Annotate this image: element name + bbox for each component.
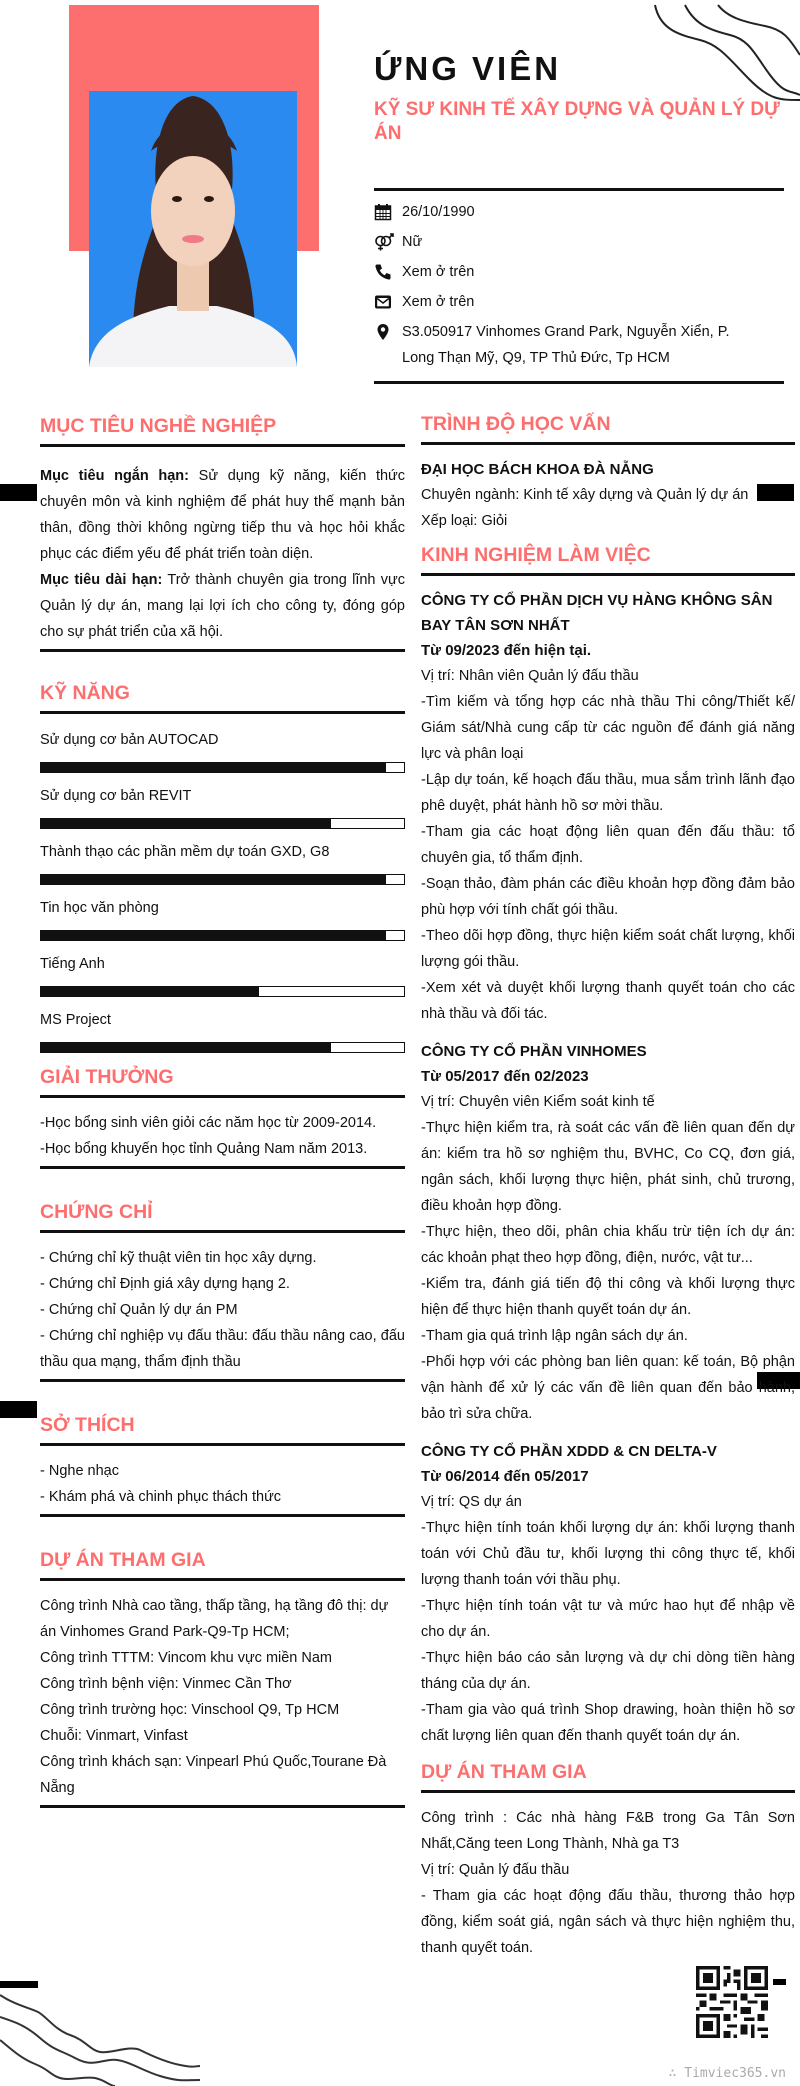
watermark: ∴ Timviec365.vn: [668, 2066, 786, 2081]
company-name: CÔNG TY CỔ PHẦN DỊCH VỤ HÀNG KHÔNG SÂN BAY TÂN SƠN NHẤT: [421, 592, 773, 634]
job-duty: -Thực hiện báo cáo sản lượng và dự chi dòng tiền hàng tháng của dự án.: [421, 1650, 795, 1692]
job-duty: -Thực hiện tính toán khối lượng dự án: khối lượng thanh toán với Chủ đầu tư, khối lượng thi công thực tế, khối lượng thanh toán với thầu phụ.: [421, 1520, 795, 1588]
skill-bar-fill: [41, 987, 259, 996]
hobbies-list: [40, 1458, 405, 1517]
skill-bar: [40, 986, 405, 997]
job-period: Từ 09/2023 đến hiện tại.: [421, 642, 592, 659]
project-item: Công trình trường học: Vinschool Q9, Tp HCM: [40, 1702, 340, 1718]
skill-label: MS Project: [40, 1012, 111, 1028]
job-period: Từ 06/2014 đến 05/2017: [421, 1468, 589, 1485]
project-item: Công trình TTTM: Vincom khu vực miền Nam: [40, 1650, 333, 1666]
job-entry: [421, 1439, 795, 1749]
redaction-mark: [0, 1401, 37, 1418]
job-position: Vị trí: Chuyên viên Kiểm soát kinh tế: [421, 1094, 655, 1110]
award-item: -Học bổng sinh viên giỏi các năm học từ 2009-2014.: [40, 1115, 377, 1131]
redaction-mark: [0, 1981, 38, 1988]
project-item: Chuỗi: Vinmart, Vinfast: [40, 1728, 188, 1744]
skill-bar: [40, 874, 405, 885]
email-row: [374, 289, 784, 315]
contact-info: [374, 199, 784, 375]
project-item: Công trình Nhà cao tầng, thấp tầng, hạ tầng đô thị: dự án Vinhomes Grand Park-Q9-Tp HCM;: [40, 1598, 389, 1640]
projects-left-title: DỰ ÁN THAM GIA: [40, 1549, 405, 1581]
project-position: Vị trí: Quản lý đấu thầu: [421, 1862, 570, 1878]
certificate-item: - Chứng chỉ Định giá xây dựng hạng 2.: [40, 1276, 290, 1292]
gender-row: [374, 229, 784, 255]
skill-label: Sử dụng cơ bản REVIT: [40, 788, 192, 804]
skills-title: KỸ NĂNG: [40, 682, 405, 714]
certificates-section: [40, 1201, 405, 1382]
gender-icon: [374, 229, 402, 255]
job-duty: -Thực hiện tính toán vật tư và mức hao hụt để nhập về cho dự án.: [421, 1598, 795, 1640]
hobbies-section: [40, 1414, 405, 1517]
experience-title: KINH NGHIỆM LÀM VIỆC: [421, 544, 795, 576]
major: Chuyên ngành: Kinh tế xây dựng và Quản lý dự án: [421, 487, 749, 503]
job-duty: -Tham gia vào quá trình Shop drawing, hoàn thiện hồ sơ chất lượng liên quan đến thanh quyết toán dự án.: [421, 1702, 795, 1744]
education-section: [421, 413, 795, 534]
certificates-list: [40, 1245, 405, 1382]
right-column: [421, 413, 795, 1961]
address-value: S3.050917 Vinhomes Grand Park, Nguyễn Xiển, P. Long Thạn Mỹ, Q9, TP Thủ Đức, Tp HCM: [402, 324, 730, 366]
phone-value[interactable]: Xem ở trên: [402, 264, 475, 280]
certificate-item: - Chứng chỉ Quản lý dự án PM: [40, 1302, 238, 1318]
short-term-label: Mục tiêu ngắn hạn:: [40, 468, 189, 484]
redaction-mark: [0, 484, 37, 501]
gender-value: Nữ: [402, 234, 423, 250]
job-duty: -Theo dõi hợp đồng, thực hiện kiểm soát chất lượng, khối lượng gói thầu.: [421, 928, 795, 970]
job-duty: -Thực hiện, theo dõi, phân chia khấu trừ tiện ích dự án: các khoản phạt theo hợp đồng, điện, nước, vật tư...: [421, 1224, 795, 1266]
skill-bar: [40, 818, 405, 829]
job-duty: -Thực hiện kiểm tra, rà soát các vấn đề liên quan đến dự án: kiểm tra hồ sơ nghiệm thu, BVHC, Co CQ, đơn giá, ngân sách, khối lượng thực hiện, phát sinh, chủ trương, điều khoản hợp đồng.: [421, 1120, 795, 1214]
objective-title: MỤC TIÊU NGHỀ NGHIỆP: [40, 415, 405, 447]
skill-item: [40, 898, 405, 941]
email-value[interactable]: Xem ở trên: [402, 294, 475, 310]
birthday-value: 26/10/1990: [402, 204, 475, 220]
hobbies-title: SỞ THÍCH: [40, 1414, 405, 1446]
contact-divider: [374, 381, 784, 384]
job-duty: -Soạn thảo, đàm phán các điều khoản hợp đồng đảm bảo phù hợp với tính chất gói thầu.: [421, 876, 795, 918]
phone-row: [374, 259, 784, 285]
calendar-icon: [374, 199, 402, 225]
projects-left-list: [40, 1593, 405, 1808]
projects-right-section: [421, 1761, 795, 1961]
grade: Xếp loại: Giỏi: [421, 513, 508, 529]
project-description: - Tham gia các hoạt động đấu thầu, thương thảo hợp đồng, kiểm soát giá, ngân sách và thực hiện nghiệm thu, thanh quyết toán.: [421, 1888, 795, 1956]
qr-code: [696, 1966, 768, 2038]
skill-label: Tin học văn phòng: [40, 900, 159, 916]
long-term-text: Trở thành chuyên gia trong lĩnh vực Quản lý dự án, mang lại lợi ích cho công ty, đóng góp cho sự phát triển của xã hội.: [40, 572, 406, 640]
job-duty: -Tìm kiếm và tổng hợp các nhà thầu Thi công/Thiết kế/ Giám sát/Nhà cung cấp từ các nguồn để đánh giá năng lực và phân loại: [421, 694, 795, 762]
job-entry: [421, 588, 795, 1027]
awards-list: [40, 1110, 405, 1169]
job-duty: -Phối hợp với các phòng ban liên quan: kế toán, Bộ phận vận hành để xử lý các vấn đề liên quan đến bảo hành, bảo trì sửa chữa.: [421, 1354, 795, 1422]
certificate-item: - Chứng chỉ kỹ thuật viên tin học xây dựng.: [40, 1250, 317, 1266]
skill-bar: [40, 762, 405, 773]
awards-title: GIẢI THƯỞNG: [40, 1066, 405, 1098]
job-duty: -Lập dự toán, kế hoạch đấu thầu, mua sắm trình lãnh đạo phê duyệt, phát hành hồ sơ mời thầu.: [421, 772, 795, 814]
skill-item: [40, 954, 405, 997]
project-item: Công trình khách sạn: Vinpearl Phú Quốc,Tourane Đà Nẵng: [40, 1754, 387, 1796]
left-column: [40, 415, 405, 1808]
skill-bar-fill: [41, 875, 386, 884]
skill-item: [40, 1010, 405, 1053]
job-title: KỸ SƯ KINH TẾ XÂY DỰNG VÀ QUẢN LÝ DỰ ÁN: [374, 99, 780, 144]
awards-section: [40, 1066, 405, 1169]
job-period: Từ 05/2017 đến 02/2023: [421, 1068, 589, 1085]
long-term-label: Mục tiêu dài hạn:: [40, 572, 163, 588]
phone-icon: [374, 259, 402, 285]
decorative-waves-bottom: [0, 1990, 200, 2086]
objective-section: [40, 415, 405, 652]
certificates-title: CHỨNG CHỈ: [40, 1201, 405, 1233]
project-item: Công trình bệnh viện: Vinmec Cần Thơ: [40, 1676, 292, 1692]
candidate-name: ỨNG VIÊN: [374, 50, 562, 87]
project-work: Công trình : Các nhà hàng F&B trong Ga Tân Sơn Nhất,Căng teen Long Thành, Nhà ga T3: [421, 1810, 795, 1852]
education-title: TRÌNH ĐỘ HỌC VẤN: [421, 413, 795, 445]
job-entry: [421, 1039, 795, 1427]
skill-label: Thành thạo các phần mềm dự toán GXD, G8: [40, 844, 330, 860]
skill-item: [40, 786, 405, 829]
skill-item: [40, 730, 405, 773]
award-item: -Học bổng khuyến học tỉnh Quảng Nam năm 2013.: [40, 1141, 368, 1157]
skill-bar-fill: [41, 931, 386, 940]
company-name: CÔNG TY CỔ PHẦN VINHOMES: [421, 1043, 647, 1060]
map-pin-icon: [374, 319, 402, 345]
envelope-icon: [374, 289, 402, 315]
skills-section: [40, 682, 405, 1053]
skill-bar: [40, 1042, 405, 1053]
objective-text: [40, 459, 405, 652]
avatar: [89, 91, 297, 367]
redaction-mark: [773, 1979, 786, 1985]
header-divider: [374, 188, 784, 191]
job-position: Vị trí: Nhân viên Quản lý đấu thầu: [421, 668, 639, 684]
hobby-item: - Khám phá và chinh phục thách thức: [40, 1489, 282, 1505]
skill-bar-fill: [41, 763, 386, 772]
experience-section: [421, 544, 795, 1749]
projects-left-section: [40, 1549, 405, 1808]
skill-label: Tiếng Anh: [40, 956, 105, 972]
skill-bar: [40, 930, 405, 941]
hobby-item: - Nghe nhạc: [40, 1463, 119, 1479]
short-term-text: Sử dụng kỹ năng, kiến thức chuyên môn và kinh nghiệm để phát huy thế mạnh bản thân, đồng thời không ngừng tiếp thu và học hỏi khắc phục các điểm yếu để phát triển toàn diện.: [40, 468, 406, 562]
projects-right-title: DỰ ÁN THAM GIA: [421, 1761, 795, 1793]
job-duty: -Tham gia quá trình lập ngân sách dự án.: [421, 1328, 688, 1344]
job-duty: -Tham gia các hoạt động liên quan đến đấu thầu: tổ chuyên gia, tổ thẩm định.: [421, 824, 795, 866]
job-duty: -Xem xét và duyệt khối lượng thanh quyết toán cho các nhà thầu và đối tác.: [421, 980, 795, 1022]
skill-bar-fill: [41, 1043, 331, 1052]
company-name: CÔNG TY CỔ PHẦN XDDD & CN DELTA-V: [421, 1443, 717, 1460]
job-position: Vị trí: QS dự án: [421, 1494, 522, 1510]
address-row: [374, 319, 784, 371]
skill-item: [40, 842, 405, 885]
skill-label: Sử dụng cơ bản AUTOCAD: [40, 732, 219, 748]
school-name: ĐẠI HỌC BÁCH KHOA ĐÀ NẴNG: [421, 461, 654, 478]
skill-bar-fill: [41, 819, 331, 828]
birthday-row: [374, 199, 784, 225]
job-duty: -Kiểm tra, đánh giá tiến độ thi công và khối lượng thực hiện để thực hiện thanh quyết toán dự án.: [421, 1276, 795, 1318]
certificate-item: - Chứng chỉ nghiệp vụ đấu thầu: đấu thầu nâng cao, đấu thầu qua mạng, thẩm định thầu: [40, 1328, 405, 1370]
